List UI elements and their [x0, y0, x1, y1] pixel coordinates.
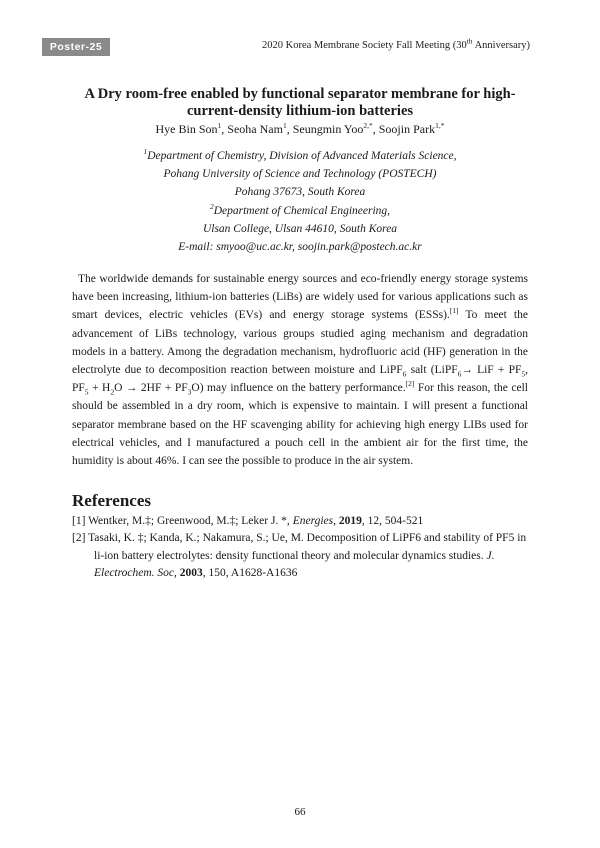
author-2: Seoha Nam$^1$, [227, 121, 293, 136]
affiliation-1-line-1: $^1$Department of Chemistry, Division of Advanced Materials Science, [143, 147, 457, 162]
affiliation-2-line-1: $^2$Department of Chemical Engineering, [209, 201, 391, 217]
abstract-paragraph: The worldwide demands for sustainable energy sources and eco-friendly energy storage systems have been increasing, lithium-ion batteries (LiBs) are widely used for various applications such as smart devices, electric vehicles (EVs) and energy storage systems (ESSs).[1] To meet the advancement of LiBs technology, various groups studied aging mechanism and degradation models in a battery. Among the degradation mechanism, hydrofluoric acid (HF) generation in the electrolyte due to decomposition reaction between moisture and LiPF$_6$ salt (LiPF$_6$→ LiF + $PF_5$, $PF_5 + H_2O \to 2HF + PF_3O$) may influence on the battery performance.[2] For this reason, the cell should be assembled in a dry room, which is expensive to maintain. I will present a functional separator membrane based on the HF scavenging ability for achieving high energy LIBs used for electrical vehicles, and I manufactured a pouch cell in the ambient air for the first time, the humidity is about 46%. I can see the possible to produce in the air system. [72, 273, 529, 468]
reference-1: [1] Wentker, M.‡; Greenwood, M.‡; Leker J. *, Energies, 2019, 12, 504-521 [72, 515, 424, 527]
reference-2: [2] Tasaki, K. ‡; Kanda, K.; Nakamura, S.; Ue, M. Decomposition of LiPF6 and stability of PF5 in li-ion battery electrolytes: density functional theory and molecular dynamics studies. J. Electrochem. Soc, 2003, 150, A1628-A1636 [72, 532, 527, 580]
affiliations [60, 147, 540, 256]
page-number: 66 [294, 806, 306, 818]
title-line-2: current-density lithium-ion batteries [186, 103, 414, 119]
author-3: Seungmin Yoo$^{2,*}$, [292, 121, 379, 136]
poster-number-badge: Poster-25 [42, 38, 110, 56]
abstract [72, 270, 528, 470]
author-list [60, 122, 540, 137]
meeting-header: 2020 Korea Membrane Society Fall Meeting (30th Anniversary) [262, 36, 530, 51]
affiliation-2-line-2: Ulsan College, Ulsan 44610, South Korea [202, 222, 398, 235]
references-list [72, 513, 534, 583]
references-heading: References [72, 491, 151, 510]
author-1: Hye Bin Son$^1$, [155, 121, 228, 136]
paper-title [60, 86, 540, 120]
author-4: Soojin Park$^{1,*}$ [378, 121, 445, 136]
affiliation-1-line-3: Pohang 37673, South Korea [234, 186, 366, 199]
title-line-1: A Dry room-free enabled by functional separator membrane for high- [84, 86, 516, 102]
email-line: E-mail: smyoo@uc.ac.kr, soojin.park@postech.ac.kr [178, 241, 422, 254]
affiliation-1-line-2: Pohang University of Science and Technology (POSTECH) [163, 168, 437, 181]
